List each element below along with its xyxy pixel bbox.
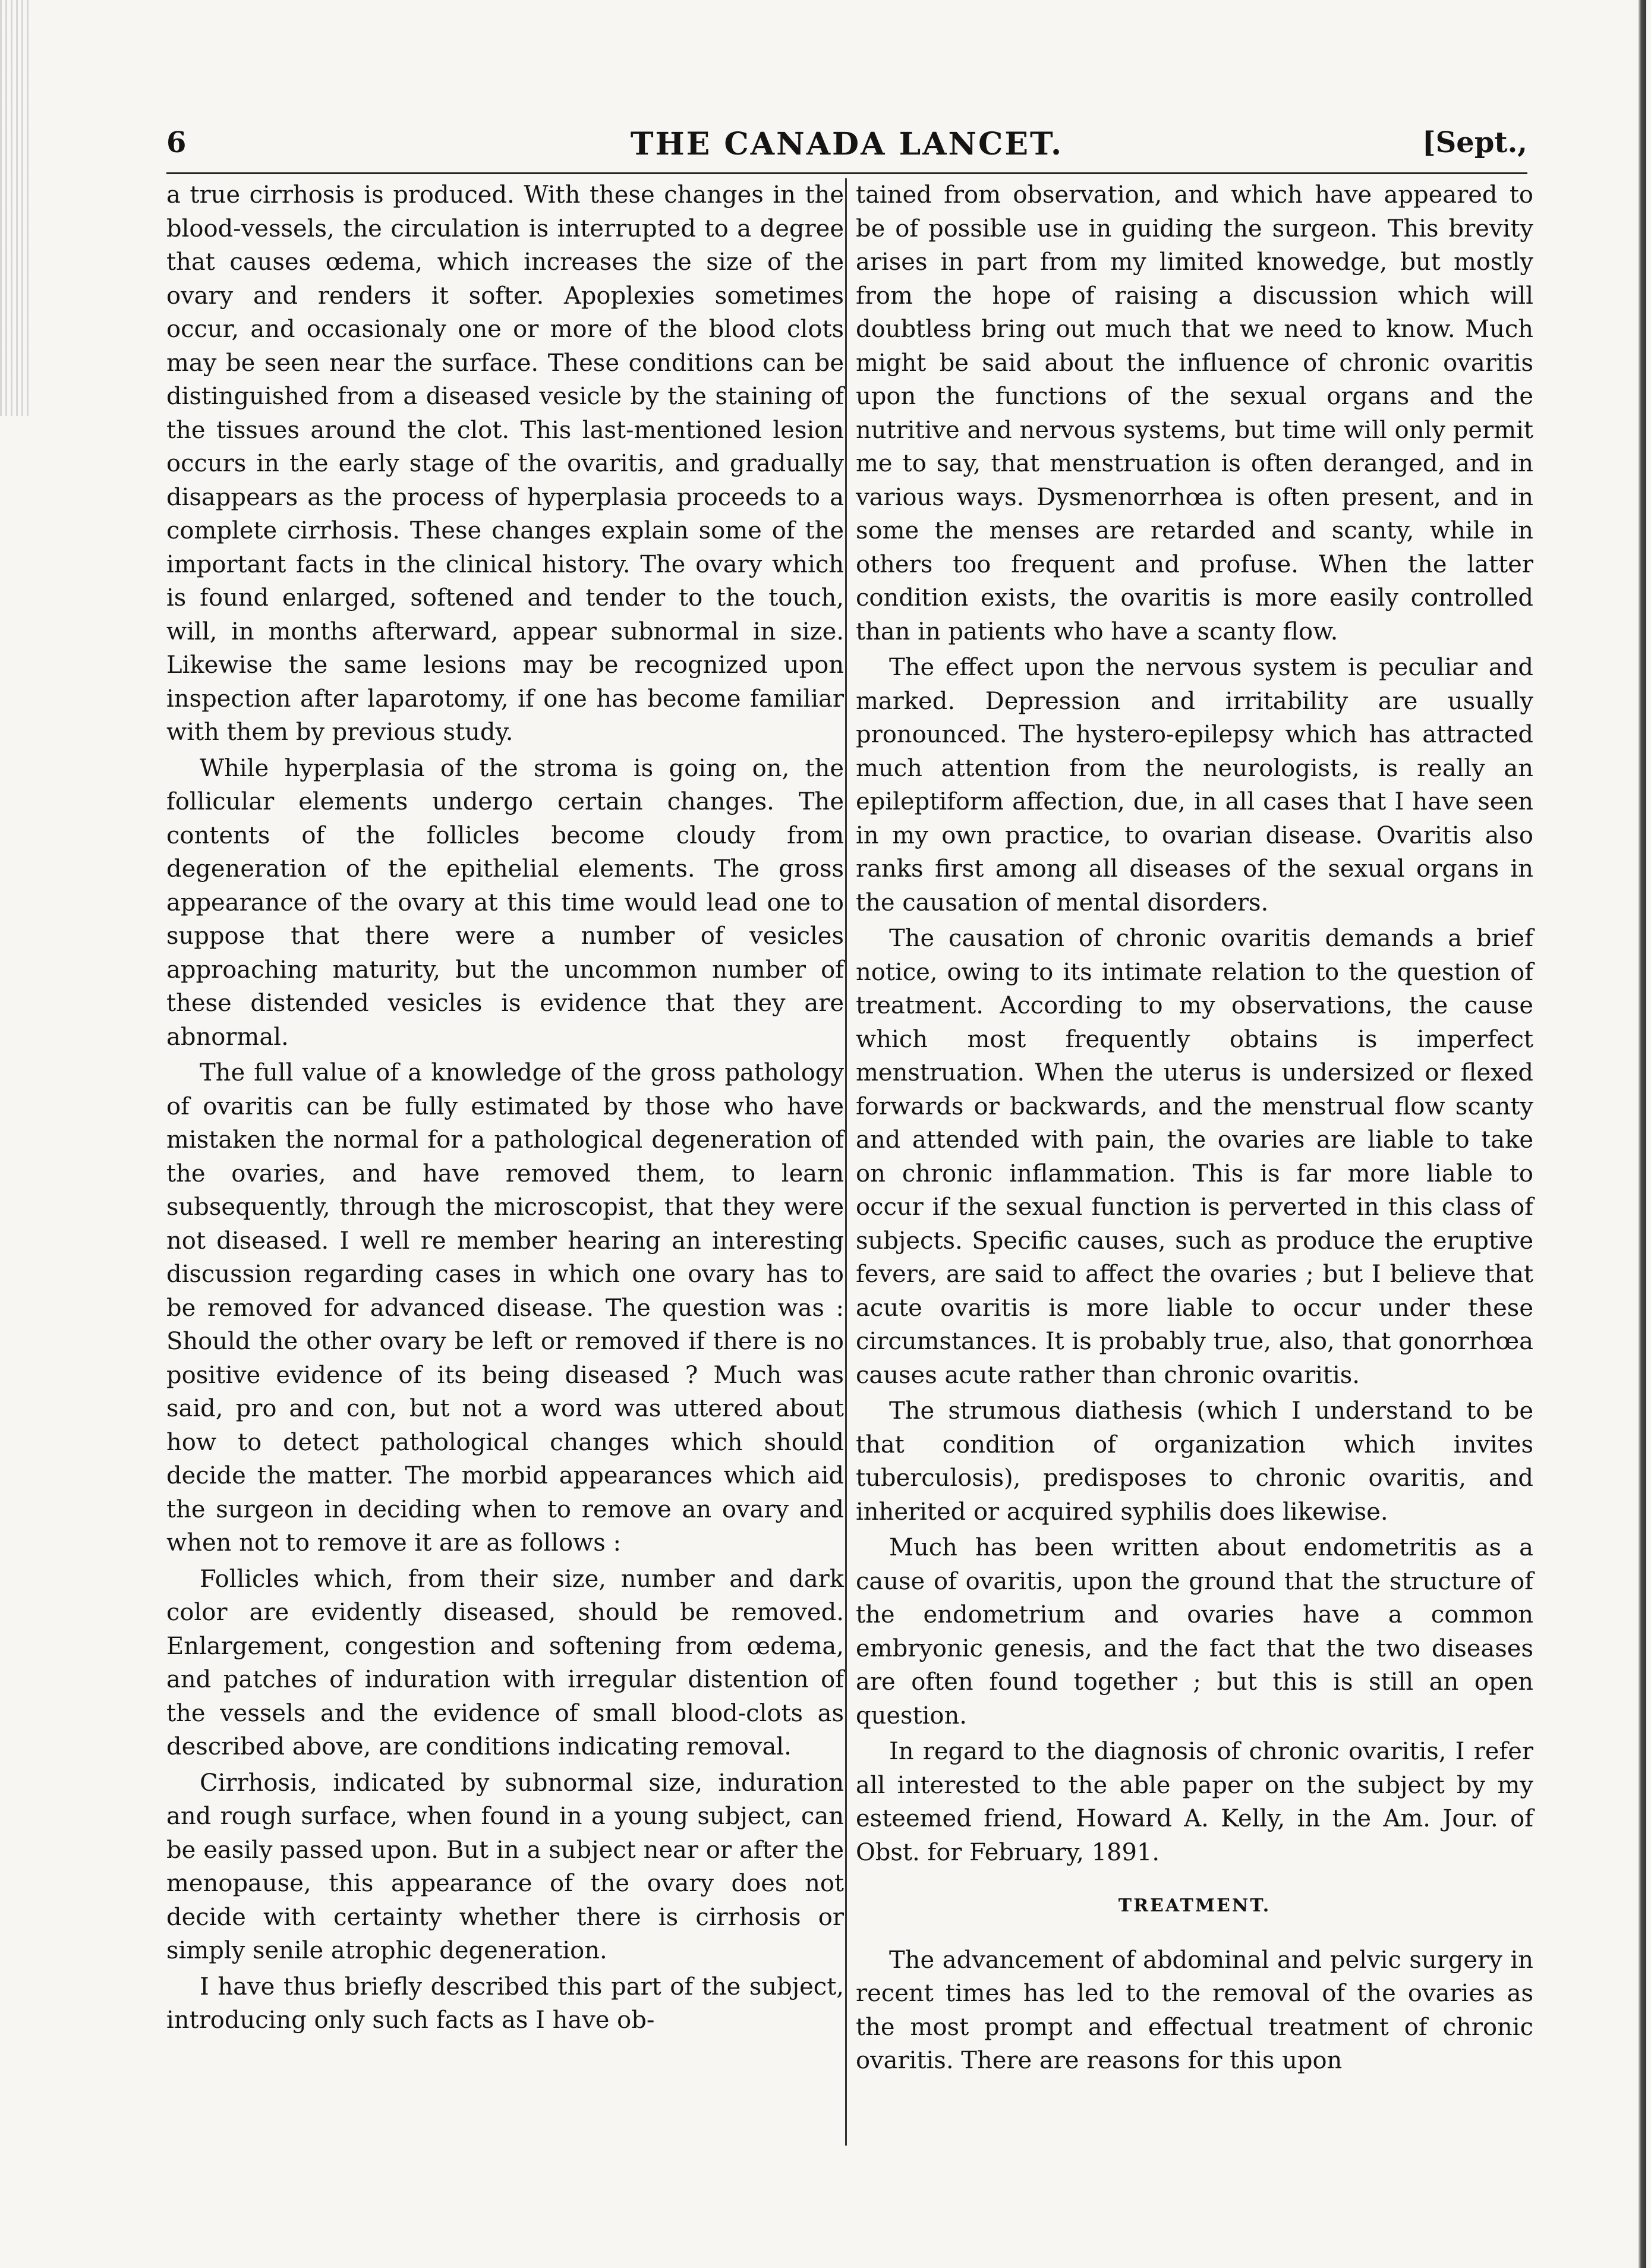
column-divider bbox=[845, 178, 847, 2146]
paragraph: Cirrhosis, indicated by subnormal size, induration and rough surface, when found in a young subject, can be easily passed upon. But in a subject near or after the menopause, this appearance of the ovary does not decide with certainty whether there is cirrhosis or simply senile atrophic degeneration. bbox=[166, 1769, 844, 1964]
paragraph: The strumous diathesis (which I understand to be that condition of organization which invites tuberculosis), predisposes to chronic ovaritis, and inherited or acquired syphilis does likewise. bbox=[856, 1397, 1533, 1526]
journal-title: THE CANADA LANCET. bbox=[630, 126, 1064, 162]
paragraph: Much has been written about endometritis as a cause of ovaritis, upon the ground that the structure of the endometrium and ovaries have a common embryonic genesis, and the fact that the two diseases are often found together ; but this is still an open question. bbox=[856, 1534, 1533, 1730]
page-edge-shadow bbox=[1638, 0, 1646, 2268]
paragraph: The causation of chronic ovaritis demands a brief notice, owing to its intimate relation to the question of treatment. According to my observations, the cause which most frequently obtains is imperfect menstruation. When the uterus is undersized or flexed forwards or backwards, and the menstrual flow scanty and attended with pain, the ovaries are liable to take on chronic inflammation. This is far more liable to occur if the sexual function is perverted in this class of subjects. Specific causes, such as produce the eruptive fevers, are said to affect the ovaries ; but I believe that acute ovaritis is more liable to occur under these circumstances. It is probably true, also, that gonorrhœa causes acute rather than chronic ovaritis. bbox=[856, 925, 1533, 1389]
paragraph: a true cirrhosis is produced. With these changes in the blood-vessels, the circulation is interrupted to a degree that causes œdema, which increases the size of the ovary and renders it softer. Apoplexies sometimes occur, and occasionaly one or more of the blood clots may be seen near the surface. These conditions can be distinguished from a diseased vesicle by the staining of the tissues around the clot. This last-mentioned lesion occurs in the early stage of the ovaritis, and gradually disappears as the process of hyperplasia proceeds to a complete cirrhosis. These changes explain some of the important facts in the clinical history. The ovary which is found enlarged, softened and tender to the touch, will, in months afterward, appear subnormal in size. Likewise the same lesions may be recognized upon inspection after laparotomy, if one has become familiar with them by previous study. bbox=[166, 181, 844, 746]
paragraph: Follicles which, from their size, number and dark color are evidently diseased, should be removed. Enlargement, congestion and softening from œdema, and patches of induration with irregular distention of the vessels and the evidence of small blood-clots as described above, are conditions indicating removal. bbox=[166, 1565, 844, 1760]
paragraph: The full value of a knowledge of the gross pathology of ovaritis can be fully estimated by those who have mistaken the normal for a pathological degeneration of the ovaries, and have removed them, to learn subsequently, through the microscopist, that they were not diseased. I well re member hearing an interesting discussion regarding cases in which one ovary has to be removed for advanced disease. The question was : Should the other ovary be left or removed if there is no positive evidence of its being diseased ? Much was said, pro and con, but not a word was uttered about how to detect pathological changes which should decide the matter. The morbid appearances which aid the surgeon in deciding when to remove an ovary and when not to remove it are as follows : bbox=[166, 1059, 844, 1557]
section-heading: TREATMENT. bbox=[1118, 1895, 1271, 1916]
header-rule bbox=[166, 172, 1527, 174]
paragraph: In regard to the diagnosis of chronic ovaritis, I refer all interested to the able paper on the subject by my esteemed friend, Howard A. Kelly, in the Am. Jour. of Obst. for February, 1891. bbox=[856, 1738, 1533, 1866]
binding-edge bbox=[0, 0, 29, 416]
left-column bbox=[166, 178, 844, 2152]
paragraph: The advancement of abdominal and pelvic surgery in recent times has led to the removal of the ovaries as the most prompt and effectual treatment of chronic ovaritis. There are reasons for this upon bbox=[856, 1946, 1533, 2074]
running-header bbox=[166, 126, 1527, 174]
paragraph: While hyperplasia of the stroma is going on, the follicular elements undergo certain changes. The contents of the follicles become cloudy from degeneration of the epithelial elements. The gross appearance of the ovary at this time would lead one to suppose that there were a number of vesicles approaching maturity, but the uncommon number of these distended vesicles is evidence that they are abnormal. bbox=[166, 754, 844, 1051]
page-number: 6 bbox=[166, 126, 187, 159]
paragraph: The effect upon the nervous system is peculiar and marked. Depression and irritability are usually pronounced. The hystero-epilepsy which has attracted much attention from the neurologists, is really an epileptiform affection, due, in all cases that I have seen in my own practice, to ovarian disease. Ovaritis also ranks first among all diseases of the sexual organs in the causation of mental disorders. bbox=[856, 654, 1533, 916]
issue-month: [Sept., bbox=[1422, 126, 1527, 159]
paragraph: tained from observation, and which have appeared to be of possible use in guiding the surgeon. This brevity arises in part from my limited knowedge, but mostly from the hope of raising a discussion which will doubtless bring out much that we need to know. Much might be said about the influence of chronic ovaritis upon the functions of the sexual organs and the nutritive and nervous systems, but time will only permit me to say, that menstruation is often deranged, and in various ways. Dysmenorrhœa is often present, and in some the menses are retarded and scanty, while in others too frequent and profuse. When the latter condition exists, the ovaritis is more easily controlled than in patients who have a scanty flow. bbox=[856, 181, 1533, 645]
right-column bbox=[856, 178, 1533, 2152]
paragraph: I have thus briefly described this part of the subject, introducing only such facts as I have ob- bbox=[166, 1973, 844, 2034]
